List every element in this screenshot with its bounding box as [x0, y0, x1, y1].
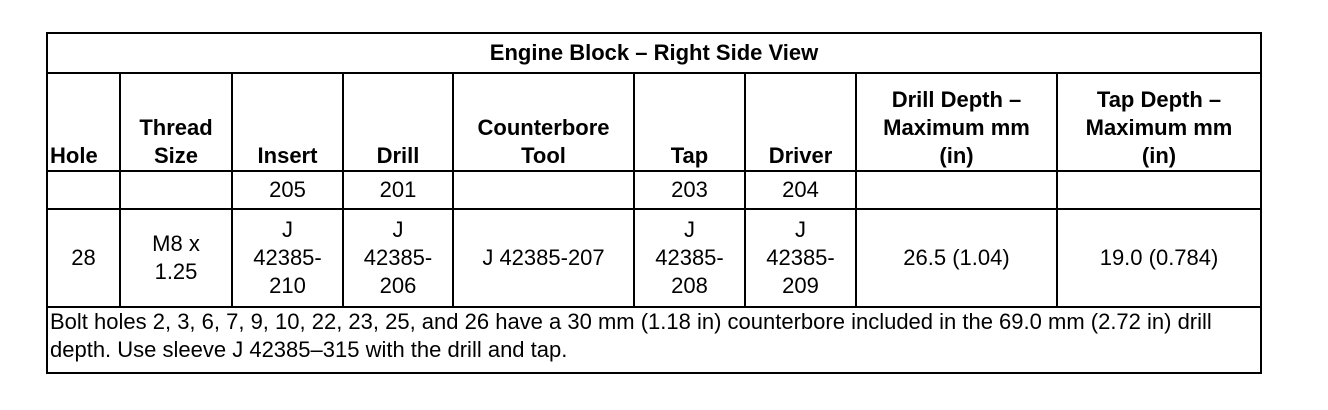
header-driver: Driver: [745, 73, 856, 171]
tool-number-row: [47, 171, 1261, 209]
table-title: Engine Block – Right Side View: [47, 33, 1261, 73]
header-insert: Insert: [232, 73, 343, 171]
cell-insert: J 42385- 210: [232, 209, 343, 307]
table-note: Bolt holes 2, 3, 6, 7, 9, 10, 22, 23, 25, and 26 have a 30 mm (1.18 in) counterbore included in the 69.0 mm (2.72 in) drill depth. Use sleeve J 42385–315 with the drill and tap.: [47, 307, 1261, 373]
header-thread-size: Thread Size: [120, 73, 232, 171]
tool-number-cell: [47, 171, 120, 209]
cell-driver: J 42385- 209: [745, 209, 856, 307]
header-tap-depth: Tap Depth – Maximum mm (in): [1057, 73, 1261, 171]
header-row: [47, 73, 1261, 171]
tool-number-cell: 203: [634, 171, 745, 209]
tool-number-cell: 205: [232, 171, 343, 209]
tool-number-cell: [1057, 171, 1261, 209]
tool-number-cell: 204: [745, 171, 856, 209]
header-hole: Hole: [47, 73, 120, 171]
cell-drill: J 42385- 206: [343, 209, 453, 307]
cell-counterbore-tool: J 42385-207: [453, 209, 634, 307]
header-drill-depth: Drill Depth – Maximum mm (in): [856, 73, 1057, 171]
tool-number-cell: [120, 171, 232, 209]
table-row: [47, 209, 1261, 307]
cell-drill-depth: 26.5 (1.04): [856, 209, 1057, 307]
cell-tap-depth: 19.0 (0.784): [1057, 209, 1261, 307]
engine-block-spec-table: [46, 32, 1262, 374]
cell-hole: 28: [47, 209, 120, 307]
header-counterbore-tool: Counterbore Tool: [453, 73, 634, 171]
header-drill: Drill: [343, 73, 453, 171]
header-tap: Tap: [634, 73, 745, 171]
cell-tap: J 42385- 208: [634, 209, 745, 307]
tool-number-cell: 201: [343, 171, 453, 209]
tool-number-cell: [856, 171, 1057, 209]
tool-number-cell: [453, 171, 634, 209]
cell-thread-size: M8 x 1.25: [120, 209, 232, 307]
